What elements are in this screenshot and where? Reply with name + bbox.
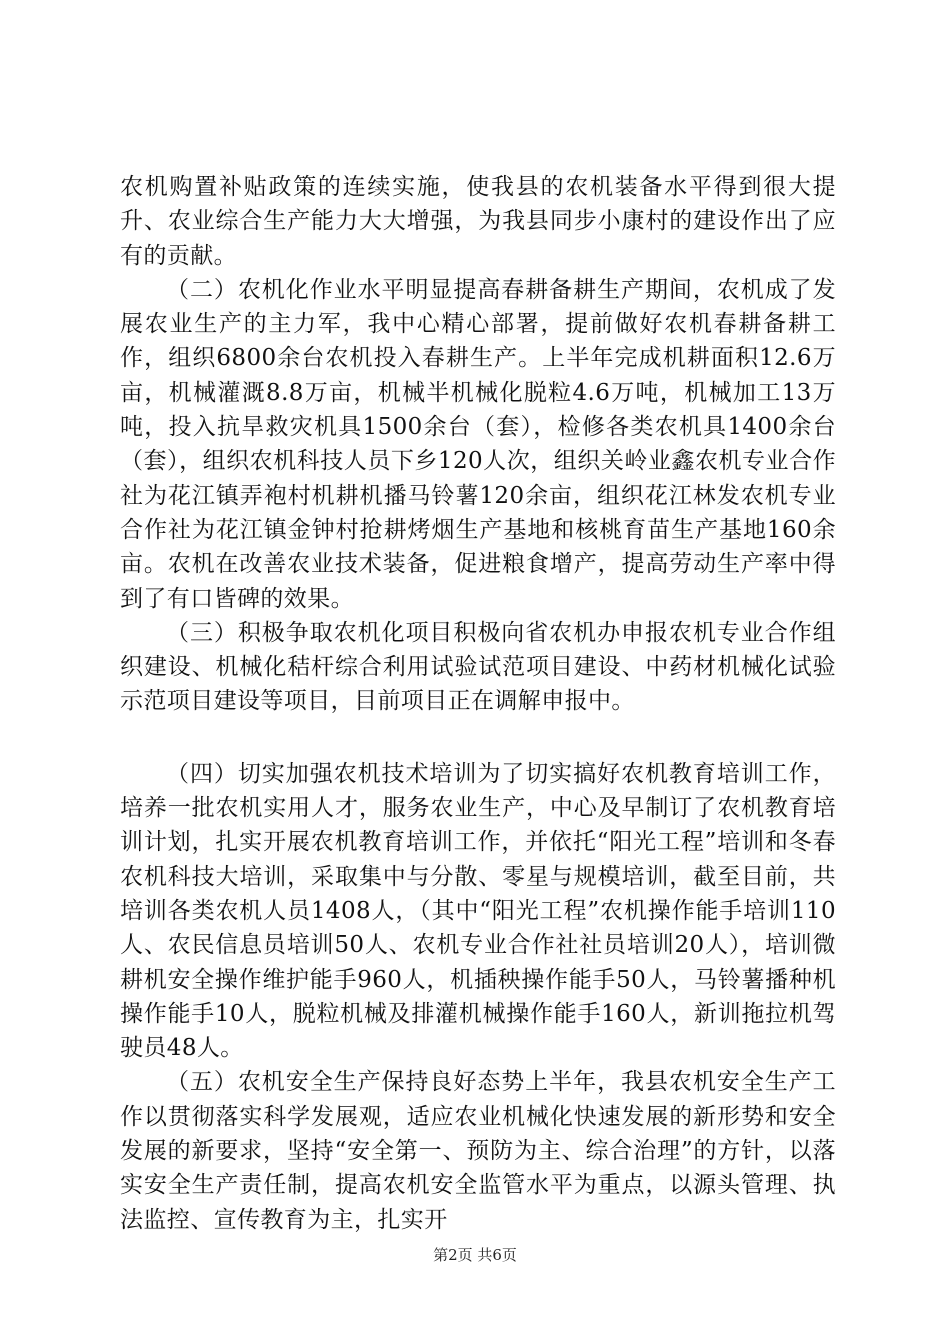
paragraph-section-3: （三）积极争取农机化项目积极向省农机办申报农机专业合作组织建设、机械化秸杆综合利用试验试范项目建设、中药材机械化试验示范项目建设等项目，目前项目正在调解申报中。 xyxy=(120,619,836,715)
document-body xyxy=(120,170,836,1237)
paragraph-section-5: （五）农机安全生产保持良好态势上半年，我县农机安全生产工作以贯彻落实科学发展观，适应农业机械化快速发展的新形势和安全发展的新要求，坚持“安全第一、预防为主、综合治理”的方针，以落实安全生产责任制，提高农机安全监管水平为重点，以源头管理、执法监控、宣传教育为主，扎实开 xyxy=(120,1069,836,1233)
paragraph-section-4: （四）切实加强农机技术培训为了切实搞好农机教育培训工作，培养一批农机实用人才，服务农业生产，中心及早制订了农机教育培训计划，扎实开展农机教育培训工作，并依托“阳光工程”培训和冬春农机科技大培训，采取集中与分散、零星与规模培训，截至目前，共培训各类农机人员1408人，（其中“阳光工程”农机操作能手培训110人、农民信息员培训50人、农机专业合作社社员培训20人），培训微耕机安全操作维护能手960人，机插秧操作能手50人，马铃薯播种机操作能手10人，脱粒机械及排灌机械操作能手160人，新训拖拉机驾驶员48人。 xyxy=(120,760,836,1062)
paragraph-section-2: （二）农机化作业水平明显提高春耕备耕生产期间，农机成了发展农业生产的主力军，我中心精心部署，提前做好农机春耕备耕工作，组织6800余台农机投入春耕生产。上半年完成机耕面积12.6万亩，机械灌溉8.8万亩，机械半机械化脱粒4.6万吨，机械加工13万吨，投入抗旱救灾机具1500余台（套），检修各类农机具1400余台（套），组织农机科技人员下乡120人次，组织关岭业鑫农机专业合作社为花江镇弄袍村机耕机播马铃薯120余亩，组织花江林发农机专业合作社为花江镇金钟村抢耕烤烟生产基地和核桃育苗生产基地160余亩。农机在改善农业技术装备，促进粮食增产，提高劳动生产率中得到了有口皆碑的效果。 xyxy=(120,276,836,612)
paragraph-continuation: 农机购置补贴政策的连续实施，使我县的农机装备水平得到很大提升、农业综合生产能力大大增强，为我县同步小康村的建设作出了应有的贡献。 xyxy=(120,174,836,269)
page-number-footer: 第2页 共6页 xyxy=(433,1246,517,1264)
